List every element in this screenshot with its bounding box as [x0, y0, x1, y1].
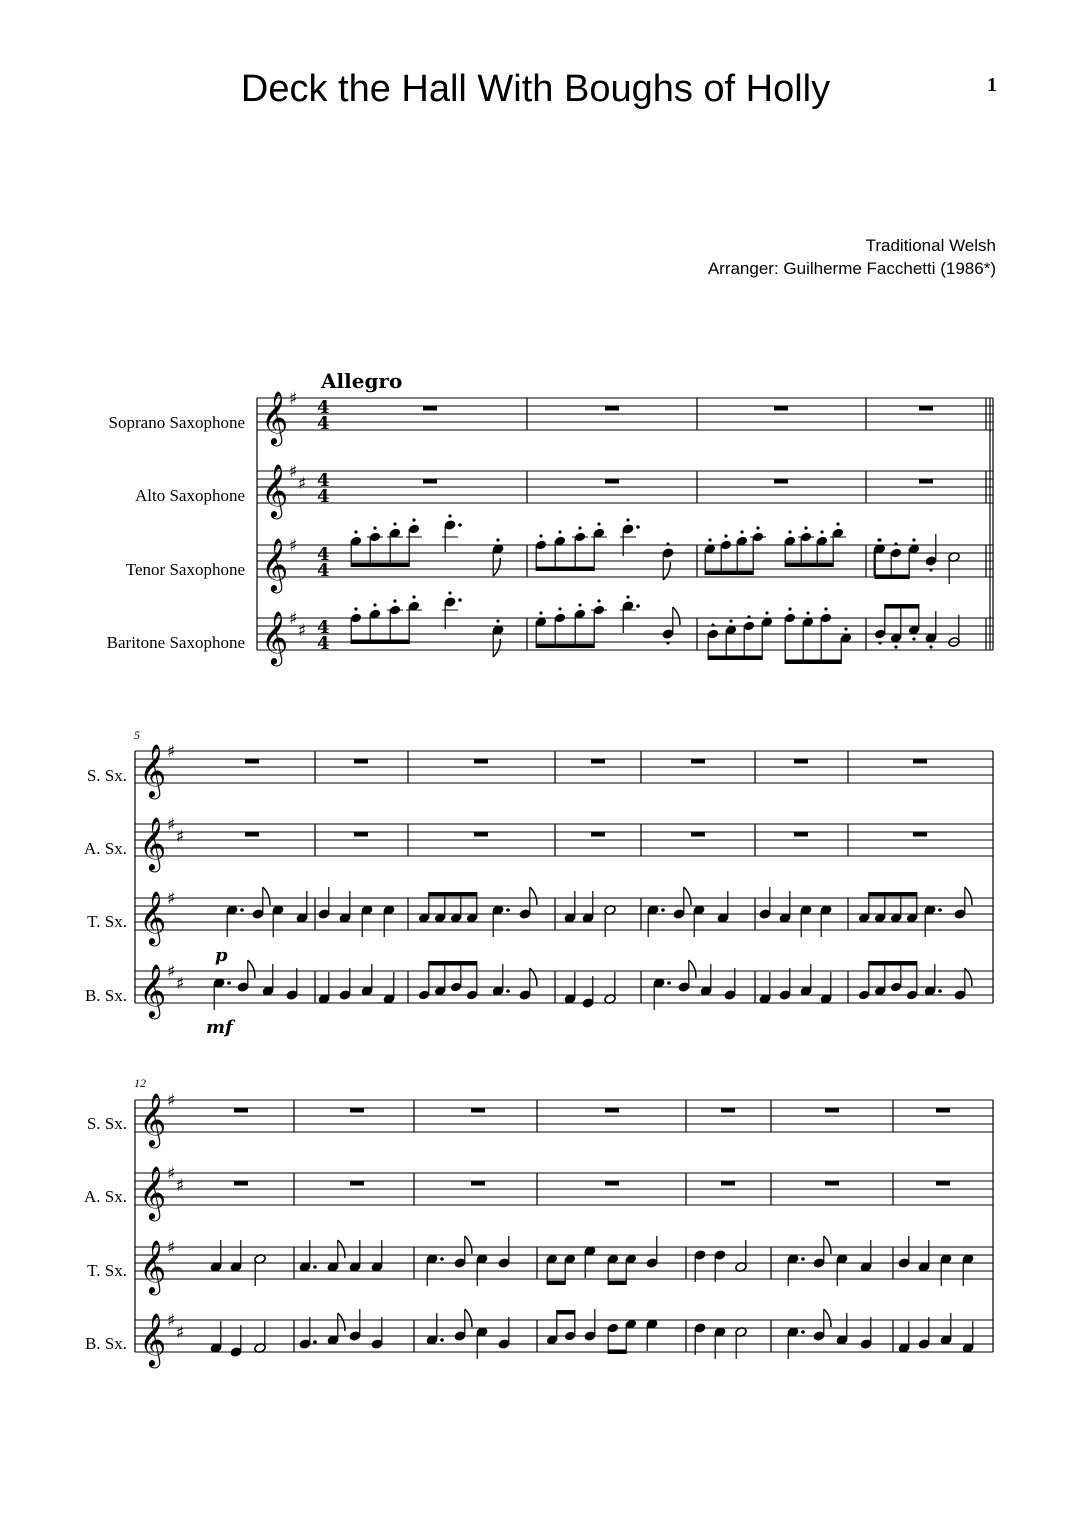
treble-clef: 𝄞: [139, 963, 167, 1017]
key-sharp: ♯: [167, 962, 176, 982]
staff-label-baritone: Baritone Saxophone: [106, 633, 245, 652]
treble-clef: 𝄞: [139, 1092, 167, 1146]
whole-rest: [794, 832, 808, 837]
staccato-dot: [354, 607, 357, 610]
whole-rest: [794, 759, 808, 764]
staccato-dot: [724, 534, 727, 537]
key-sharp: ♯: [167, 742, 176, 762]
key-sharp: ♯: [167, 1164, 176, 1184]
key-sharp: ♯: [176, 1176, 185, 1196]
beam: [705, 571, 753, 576]
augmentation-dot: [801, 1330, 805, 1334]
staccato-dot: [912, 538, 915, 541]
beam: [547, 1281, 565, 1286]
whole-rest: [234, 1181, 248, 1186]
dynamic-mezzo-forte: mf: [206, 1017, 233, 1038]
staccato-dot: [373, 603, 376, 606]
treble-clef: 𝄞: [139, 1239, 167, 1293]
composer-credit: Traditional Welsh: [865, 236, 996, 255]
treble-clef: 𝄞: [139, 816, 167, 870]
whole-rest: [721, 1181, 735, 1186]
whole-rest: [774, 479, 788, 484]
treble-clef: 𝄞: [261, 390, 289, 444]
treble-clef: 𝄞: [261, 610, 289, 664]
key-sharp: ♯: [167, 1091, 176, 1111]
staccato-dot: [929, 645, 932, 648]
staccato-dot: [412, 595, 415, 598]
whole-rest: [423, 479, 437, 484]
staccato-dot: [756, 526, 759, 529]
staccato-dot: [765, 611, 768, 614]
staccato-dot: [448, 514, 451, 517]
beam: [869, 961, 917, 966]
staff-label-alto: Alto Saxophone: [134, 486, 245, 505]
treble-clef: 𝄞: [261, 463, 289, 517]
whole-rest: [245, 832, 259, 837]
key-sharp: ♯: [167, 1311, 176, 1331]
whole-rest: [691, 832, 705, 837]
beam: [885, 604, 919, 609]
staccato-dot: [806, 611, 809, 614]
staccato-dot: [626, 518, 629, 521]
time-signature-numerator: 4: [317, 470, 330, 491]
dynamic-piano: p: [215, 945, 228, 966]
time-signature-numerator: 4: [317, 617, 330, 638]
augmentation-dot: [313, 1340, 317, 1344]
staccato-dot: [912, 637, 915, 640]
key-sharp: ♯: [167, 889, 176, 909]
treble-clef: 𝄞: [139, 890, 167, 944]
staccato-dot: [711, 623, 714, 626]
staccato-dot: [393, 599, 396, 602]
staccato-dot: [558, 530, 561, 533]
staccato-dot: [878, 641, 881, 644]
staccato-dot: [729, 619, 732, 622]
beam: [608, 1350, 626, 1355]
whole-rest: [774, 406, 788, 411]
augmentation-dot: [938, 908, 942, 912]
whole-rest: [605, 406, 619, 411]
beam: [536, 644, 594, 649]
whole-rest: [691, 759, 705, 764]
staccato-dot: [597, 522, 600, 525]
staff-label-soprano-short: S. Sx.: [86, 1114, 127, 1133]
staccato-dot: [788, 607, 791, 610]
whole-rest: [825, 1181, 839, 1186]
time-signature-denominator: 4: [317, 633, 330, 654]
beam: [785, 563, 833, 568]
whole-rest: [471, 1181, 485, 1186]
staccato-dot: [878, 538, 881, 541]
note-flag: [530, 887, 537, 905]
staccato-dot: [539, 534, 542, 537]
staccato-dot: [597, 599, 600, 602]
augmentation-dot: [440, 1338, 444, 1342]
key-sharp: ♯: [167, 1238, 176, 1258]
staff-label-baritone-short: B. Sx.: [84, 986, 127, 1005]
page-number: 1: [987, 74, 997, 96]
staccato-dot: [558, 607, 561, 610]
whole-rest: [936, 1108, 950, 1113]
staccato-dot: [929, 568, 932, 571]
staccato-dot: [578, 603, 581, 606]
key-sharp: ♯: [289, 389, 298, 409]
note-flag: [684, 887, 691, 905]
beam: [536, 567, 594, 572]
whole-rest: [350, 1181, 364, 1186]
beam: [429, 961, 477, 966]
augmentation-dot: [440, 1257, 444, 1261]
staccato-dot: [820, 530, 823, 533]
whole-rest: [913, 832, 927, 837]
treble-clef: 𝄞: [139, 1165, 167, 1219]
staff-label-soprano-short: S. Sx.: [86, 766, 127, 785]
augmentation-dot: [458, 523, 462, 527]
staccato-dot: [373, 526, 376, 529]
key-sharp: ♯: [167, 815, 176, 835]
staff-label-tenor-short: T. Sx.: [87, 1261, 127, 1280]
augmentation-dot: [227, 981, 231, 985]
beam: [785, 660, 841, 665]
staccato-dot: [448, 591, 451, 594]
key-sharp: ♯: [298, 474, 307, 494]
note-flag: [824, 1236, 831, 1254]
staccato-dot: [496, 538, 499, 541]
whole-rest: [474, 759, 488, 764]
measure-number: 5: [134, 728, 140, 742]
augmentation-dot: [313, 1265, 317, 1269]
staccato-dot: [412, 518, 415, 521]
whole-rest: [913, 759, 927, 764]
note-flag: [248, 960, 255, 978]
key-sharp: ♯: [289, 609, 298, 629]
whole-rest: [919, 406, 933, 411]
staccato-dot: [708, 538, 711, 541]
time-signature-denominator: 4: [317, 486, 330, 507]
staccato-dot: [788, 530, 791, 533]
key-sharp: ♯: [176, 827, 185, 847]
staccato-dot: [496, 619, 499, 622]
time-signature-numerator: 4: [317, 397, 330, 418]
whole-rest: [350, 1108, 364, 1113]
whole-rest: [474, 832, 488, 837]
whole-rest: [354, 759, 368, 764]
whole-rest: [919, 479, 933, 484]
note-flag: [824, 1309, 831, 1327]
whole-rest: [423, 406, 437, 411]
staccato-dot: [539, 611, 542, 614]
whole-rest: [354, 832, 368, 837]
staccato-dot: [894, 542, 897, 545]
beam: [875, 575, 909, 580]
treble-clef: 𝄞: [139, 743, 167, 797]
staccato-dot: [393, 522, 396, 525]
staccato-dot: [578, 526, 581, 529]
staccato-dot: [666, 542, 669, 545]
beam: [869, 892, 917, 897]
staff-label-tenor: Tenor Saxophone: [125, 560, 245, 579]
staff-label-alto-short: A. Sx.: [84, 1187, 127, 1206]
key-sharp: ♯: [289, 462, 298, 482]
augmentation-dot: [938, 989, 942, 993]
beam: [608, 1281, 626, 1286]
measure-number: 12: [134, 1076, 146, 1090]
staccato-dot: [354, 530, 357, 533]
whole-rest: [936, 1181, 950, 1186]
time-signature-denominator: 4: [317, 413, 330, 434]
note-flag: [673, 607, 680, 625]
whole-rest: [605, 1108, 619, 1113]
beam: [708, 656, 762, 661]
beam: [351, 563, 409, 568]
augmentation-dot: [506, 989, 510, 993]
staccato-dot: [844, 627, 847, 630]
staccato-dot: [804, 526, 807, 529]
arranger-credit: Arranger: Guilherme Facchetti (1986*): [707, 259, 996, 278]
beam: [429, 892, 477, 897]
staccato-dot: [747, 615, 750, 618]
augmentation-dot: [667, 981, 671, 985]
whole-rest: [605, 479, 619, 484]
augmentation-dot: [661, 908, 665, 912]
beam: [557, 1310, 575, 1315]
staccato-dot: [836, 522, 839, 525]
treble-clef: 𝄞: [261, 537, 289, 591]
augmentation-dot: [636, 525, 640, 529]
staff-label-soprano: Soprano Saxophone: [108, 413, 245, 432]
whole-rest: [245, 759, 259, 764]
key-sharp: ♯: [176, 1323, 185, 1343]
treble-clef: 𝄞: [139, 1312, 167, 1366]
key-sharp: ♯: [289, 536, 298, 556]
augmentation-dot: [636, 604, 640, 608]
augmentation-dot: [458, 598, 462, 602]
note-flag: [465, 1309, 472, 1327]
note-flag: [465, 1236, 472, 1254]
staccato-dot: [824, 607, 827, 610]
whole-rest: [605, 1181, 619, 1186]
staccato-dot: [626, 595, 629, 598]
beam: [351, 640, 409, 645]
augmentation-dot: [240, 908, 244, 912]
time-signature-denominator: 4: [317, 560, 330, 581]
augmentation-dot: [506, 908, 510, 912]
staccato-dot: [740, 530, 743, 533]
staff-label-alto-short: A. Sx.: [84, 839, 127, 858]
staccato-dot: [894, 645, 897, 648]
time-signature-numerator: 4: [317, 544, 330, 565]
whole-rest: [825, 1108, 839, 1113]
note-flag: [689, 960, 696, 978]
note-flag: [965, 887, 972, 905]
staccato-dot: [666, 641, 669, 644]
tempo-marking: Allegro: [321, 369, 403, 393]
whole-rest: [591, 759, 605, 764]
whole-rest: [721, 1108, 735, 1113]
staff-label-baritone-short: B. Sx.: [84, 1334, 127, 1353]
augmentation-dot: [801, 1257, 805, 1261]
key-sharp: ♯: [298, 621, 307, 641]
whole-rest: [234, 1108, 248, 1113]
whole-rest: [471, 1108, 485, 1113]
key-sharp: ♯: [176, 974, 185, 994]
whole-rest: [591, 832, 605, 837]
staff-label-tenor-short: T. Sx.: [87, 912, 127, 931]
note-flag: [263, 887, 270, 905]
piece-title: Deck the Hall With Boughs of Holly: [240, 68, 831, 110]
